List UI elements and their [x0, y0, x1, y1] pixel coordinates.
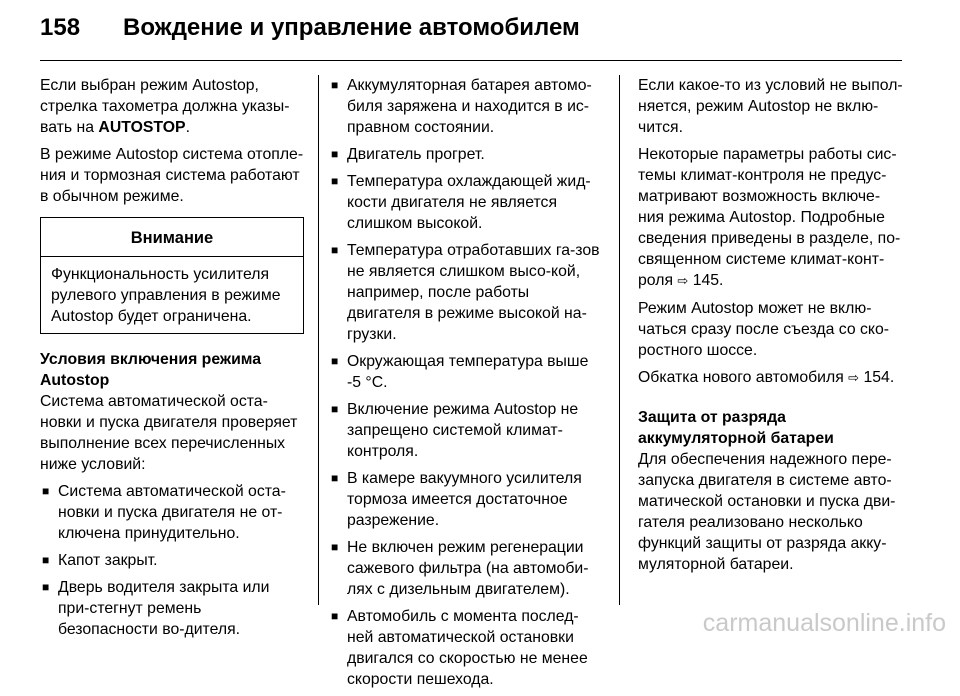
list-item: ■ Аккумуляторная батарея автомо-биля заряжена и находится в ис-правном состоянии. — [329, 75, 605, 138]
paragraph: Обкатка нового автомобиля ⇨ 154. — [638, 369, 895, 386]
list-item: ■ Не включен режим регенерации сажевого фильтра (на автомоби-лях с дизельным двигателем). — [329, 537, 605, 600]
warning-title: Внимание — [41, 218, 303, 257]
list-item: ■ Дверь водителя закрыта или при-стегнут ремень безопасности во-дителя. — [40, 577, 304, 640]
column-divider — [318, 75, 319, 605]
paragraph: В режиме Autostop система отопле-ния и тормозная система работают в обычном режиме. — [40, 146, 304, 205]
watermark: carmanualsonline.info — [702, 609, 946, 637]
section-heading: Условия включения режима Autostop — [40, 351, 262, 389]
spacer — [638, 395, 904, 407]
warning-box — [40, 217, 304, 334]
conditions-list — [329, 75, 605, 690]
header-divider — [40, 60, 902, 61]
list-item: ■ Включение режима Autostop не запрещено системой климат-контроля. — [329, 399, 605, 462]
page-reference[interactable]: 145 — [692, 272, 720, 289]
page-reference[interactable]: 154 — [863, 369, 890, 386]
list-item: ■ Автомобиль с момента послед-ней автоматической остановки двигался со скоростью не менее скорости пешехода. — [329, 606, 605, 690]
page-title: Вождение и управление автомобилем — [123, 14, 580, 41]
list-item: ■ Двигатель прогрет. — [329, 144, 605, 165]
column-1 — [40, 75, 304, 646]
warning-body: Функциональность усилителя рулевого управления в режиме Autostop будет ограничена. — [51, 266, 281, 325]
list-item: ■ Система автоматической оста-новки и пуска двигателя не от-ключена принудительно. — [40, 481, 304, 544]
page-header — [0, 0, 960, 62]
list-item: ■ Капот закрыт. — [40, 550, 304, 571]
paragraph: Если какое-то из условий не выпол-няется, режим Autostop не вклю-чится. — [638, 77, 903, 136]
column-3 — [638, 75, 904, 581]
list-item: ■ Окружающая температура выше -5 °C. — [329, 351, 605, 393]
column-2 — [329, 75, 605, 696]
section-heading: Защита от разряда аккумуляторной батареи — [638, 409, 834, 447]
page-number: 158 — [40, 14, 81, 41]
list-item: ■ Температура отработавших га-зов не является слишком высо-кой, например, после работы двигателя в режиме высокой на-грузки. — [329, 240, 605, 345]
list-item: ■ Температура охлаждающей жид-кости двигателя не является слишком высокой. — [329, 171, 605, 234]
paragraph: Если выбран режим Autostop, стрелка тахометра должна указы-вать на AUTOSTOP. — [40, 77, 290, 136]
paragraph: Некоторые параметры работы сис-темы климат-контроля не предус-матривают возможность включе-ния режима Autostop. Подробные сведения приведены в разделе, по-священном системе климат-конт-роля ⇨ 145. — [638, 146, 901, 289]
paragraph: Система автоматической оста-новки и пуска двигателя проверяет выполнение всех перечисленных ниже условий: — [40, 393, 298, 473]
column-divider — [619, 75, 620, 605]
list-item: ■ В камере вакуумного усилителя тормоза имеется достаточное разрежение. — [329, 468, 605, 531]
paragraph: Для обеспечения надежного пере-запуска двигателя в системе авто-матической остановки и пуска дви-гателя реализовано несколько функций защиты от разряда акку-муляторной батареи. — [638, 451, 896, 573]
page-reference-icon: ⇨ — [848, 371, 860, 386]
conditions-list — [40, 481, 304, 640]
page-reference-icon: ⇨ — [677, 274, 689, 289]
autostop-label: AUTOSTOP — [98, 119, 186, 136]
paragraph: Режим Autostop может не вклю-чаться сразу после съезда со ско-ростного шоссе. — [638, 300, 890, 359]
